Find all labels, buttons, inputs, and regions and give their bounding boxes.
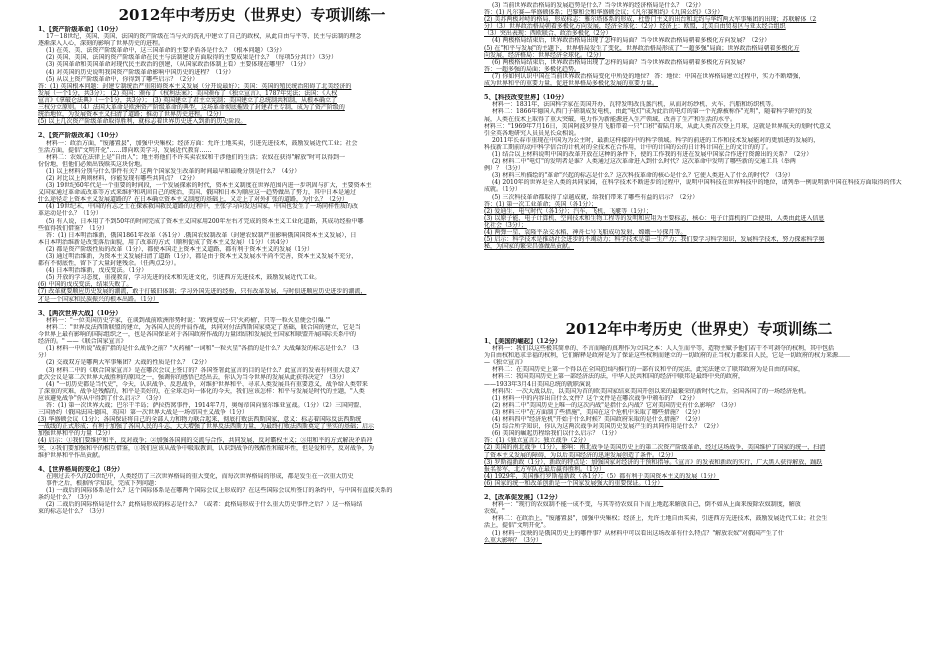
text-line: 都有不彻底性，留下了大量封建残余。（任两点2分）。	[38, 260, 180, 268]
answer-line: 答：一超多强的局面；多极化趋势。	[484, 65, 581, 73]
text-line: (5) 三次科技革命都取得了卓越成就，给我们带来了哪些有益的启示？（2分）	[492, 193, 699, 201]
text-line: 成就。（1分）	[484, 186, 521, 194]
text-line: (1) 材料一中的内容出自什么文件？这个文件是在哪次战争中颁布的？（2分）	[492, 394, 699, 402]
text-line: 此次会议是第二次世界大战胜利的原因之一，强调你的感悟已经出去，你认为当今世界的发展从此获得决定？（3分）	[38, 373, 348, 381]
text-line: 材料二："世界反法西斯联盟的建立，为各国人民的并肩作战，共同对付法西斯国家奠定了基础，联合国的建立，它是当	[46, 323, 361, 331]
text-line: —《独立宣言》	[484, 359, 527, 367]
answer-line: 报名参军，北方军队在最后赢得胜利。（1分）	[484, 465, 605, 473]
text-line: (2) 材料二中"美国历史上唯一的这次内战"是指什么内战？它对美国历史有什么影响？（3分）	[492, 401, 740, 409]
section-title-2: 2012年中考历史（世界史）专项训练二	[565, 320, 833, 338]
section-heading: 2、【改革促发展】（12分）	[484, 494, 562, 502]
text-line	[38, 303, 466, 310]
left-column	[38, 0, 466, 658]
text-line: (4) 对英国的历史说明我国资产阶级革命影响中国历史的进程？（1分）	[46, 68, 235, 76]
answer-line: 三权分立原则。（4）法国大革命是欧洲资产阶级革命的典型，这场革命彻底摧毁了封建君主专制，成为了资产阶级的	[38, 104, 345, 112]
text-line: 束的标志是什么？（3分）	[38, 508, 108, 516]
answer-line: 成为世界和平的重要力量，促进世界格局多极化发展的重要力量。	[484, 80, 659, 88]
answer-line: (4) 启示：①我们要维护和平，反对战争；②加强各国间的交流与合作，共同发展，反对霸权主义；③用和平的方式解决矛盾冲	[38, 437, 373, 445]
answer-line: 答：(1) 凡尔赛—华盛顿体系；巴黎和会和华盛顿会议；《凡尔赛和约》《九国公约》（3分）	[484, 9, 724, 17]
text-line: (6) 美国的崛起历程给我们以什么启示？（1分）	[492, 430, 621, 438]
text-line: (4) 材料四中"经济危机"开始于什么时候？美国政府采取的是什么措施？（2分）	[492, 416, 704, 424]
answer-line: 么重大影响？（3分）	[484, 536, 542, 544]
answer-line: (4) 1929年，美国推行罗斯福新政（各1分）；（5）都有利于美国资本主义的发展（1分）	[484, 472, 720, 480]
answer-line: (5) 在"和平与发展"的主题下，世界格局发生了变化，世界政治格局形成了"一超多强"局面；世界政治格局朝着多极化方	[484, 44, 800, 52]
text-line: 材料一：我们以这些极其简单的、不言而喻的真理作为立国之本：人人生而平等，造物主赋予他们若干不可剥夺的权利，其中包括	[492, 345, 835, 353]
text-line: 分）	[38, 352, 51, 360]
text-line: 了深重的灾难，战争是残酷的，和平是美好的，在全球走向一体化的今天，我们应该怎样：和平与发展是时代的主题，"人类	[38, 387, 365, 395]
answer-line: 秘，为国家的繁荣昌盛做出贡献。	[484, 243, 575, 251]
text-line: (3) 材料三中"在方面制了些措施"，美国在这个危机中采取了哪些措施？（2分）	[492, 408, 704, 416]
answer-line: (6) 中国的戊戌变法，结果失败了。	[38, 281, 133, 289]
answer-line: 一战线的正式形成；有利于加强了各国人民的斗志，大大增强了世界反法西斯力量，为最终打败法西斯奠定了坚实的基础；启示	[38, 423, 375, 431]
section-heading: 1、【美国的崛起】（12分）	[484, 338, 562, 345]
answer-line: 答：(1) 英国根本问题：封建专制统治严重阻碍资本主义发展（分开说最好）；美国：英国的殖民统治阻碍了北美经济的	[38, 82, 352, 90]
text-line: (4) 两极格局结束后，世界政治格局出现了怎样的局面？当今世界政治格局朝着多极化方向发展？（2分）	[492, 37, 771, 45]
text-line: (6) 两极格局结束后，世界政治格局出现了怎样的局面？当今世界政治格局朝着多极化方向发展？	[492, 58, 749, 66]
text-line: (2) 交战双方是哪两大军事集团？大战的性质是什么？（2分）	[46, 359, 211, 367]
text-line: (2) 对比以上两则材料，你能发现有哪些共同点？（2分）	[46, 174, 199, 182]
text-line: (1) 材料一反映的是俄国历史上的哪件事？从材料中可以看出这场改革有什么特点？"解放农奴"对俄国产生了什	[492, 529, 784, 537]
text-line: (3) 通过明治维新，为资本主义发展扫清了道路（1分），都是由于资本主义发展水平尚不完善，资本主义发展不充分，	[46, 253, 358, 260]
answer-line: （3）突出表现：西欧联合、政治多极化（2分）	[484, 30, 612, 38]
right-text-block-top	[484, 2, 914, 250]
text-line: 材料三：我国美国历史上第一部经济法的法，中华人民共和国的经济中联邦是最终中央的政府，	[492, 373, 745, 381]
text-line: (2) 英国、美国、法国的资产阶级革命在民主与法制建设方面取得的主要成果是什么？（每项5分共计）（3分）	[46, 54, 338, 62]
text-line: 农奴。"	[484, 508, 505, 516]
answer-line: 向发展，经济格局：世界经济全球化。（2分）	[484, 51, 605, 59]
text-line: (3) 19世纪60年代是一个重要的时间段，一个发展探索的时代，资本主义制度在世界范围内进一步巩固与扩大，主要资本主	[46, 182, 372, 190]
text-line: 维护世界和平作出贡献。	[38, 451, 105, 459]
text-line: (1) 以上材料分别与什么事件有关？这两个国家发生改革的时间最早和最晚分别是什么？（4分）	[46, 167, 301, 175]
text-line: (4) 19世纪末，中国的有志之士在探索救国救民道路的过程中，主张学习向发达国家，中国也发生了一场同样性质的改	[46, 203, 359, 211]
text-line: (1) 材料一中所说"战前"指的是什么战争之前？"火药桶"一词和"一粒火星"各指的是什么？大战爆发的标志是什么？（3	[46, 345, 359, 353]
text-line: (1) 在英、美、法资产阶级革命中，这三国革命的主要矛盾各是什么？（根本问题）（3分）	[46, 47, 286, 55]
text-line: 逐渐深入人心，深刻的影响了世界历史的进程。	[38, 40, 165, 48]
text-line	[484, 87, 914, 94]
text-line	[38, 125, 466, 132]
text-line: 材料二：在政治上，"废藩置县"，加强中央集权；经济上，允许土地自由买卖，引进西方先进技术，鼓励发展近代工业；社会生	[492, 515, 828, 523]
text-line: 材料一：1831年，法国科学家在美国开办，瓦特发明改良蒸汽机，从而对纺纱机、火车、汽船和纺织机等。	[492, 101, 778, 109]
text-line: (2) 材料二中"电灯"的发明者是谁？人类通过这次革命进入到什么时代？这次革命中发明了哪些新的交通工具（举两	[492, 158, 796, 166]
text-line: (7) 你如何认识中国在当前世界政治格局变化中所处的地位？ 答：地位：中国在世界格局建立过程中，实力不断增强，	[492, 72, 805, 80]
answer-line: 分）（3）世界政治格局朝着多极化方向发展，经济全球化：（2分）经济上：欧盟，北美自由贸易区与亚太经合组织	[484, 23, 786, 31]
right-text-block-bottom	[484, 338, 914, 544]
text-line: (3) 英国革命和美国革命对现代民主政治的创建，（从国家政治体制上看）主要体现在哪里？（1分）	[46, 61, 310, 69]
right-column	[484, 0, 914, 658]
text-line: 经济的。" ——《联合国家宣言》	[38, 338, 127, 346]
text-line: 材料二：在美国历史上第一个得以在全国范围内推行的一部有议和平的宪法，此宪法建立了联邦政府为是自由的国家，	[492, 366, 805, 374]
section-heading: 4、【世界格局的变化】（8分）	[38, 465, 124, 473]
text-line: 义国家通过革命或改革等方式来维护和巩固自己的统治，美国、俄国和日本为顺应这一趋势做出了努力，其中日本是通过	[38, 189, 357, 197]
text-line: 生活方面，提倡"文明开化"……即向欧美学习，发展近代教育……	[38, 146, 212, 154]
text-line	[484, 487, 914, 494]
answer-line: (2) 美苏两极对峙的格局，形成标志：雅尔塔体系的形成，杜鲁门主义的出台和北约与华约两大军事集团的出现；苏联解体（2	[484, 16, 817, 24]
section-heading: 3、【两次世界大战】（10分）	[38, 309, 122, 317]
text-line: 材料三："1969年7月16日，美国阿波罗登月飞船带着一只"口积"着陆月球，从此人类首次登上月球，这就是世界航天的划时代意义	[484, 122, 832, 130]
text-line: (2) 二战后的国际格局是什么？此格局形成的标志是什么？（或者：此格局形成于什么重大历史事件之后？）这一格局结	[46, 501, 363, 509]
text-line: (5) 有人说，日本用了不到50年的时间完成了资本主义国家用200年左右才完成的资本主义工业化道路，其成功经验中哪	[46, 217, 364, 225]
text-line: (4) 2010年的世界是全人类的共同家园，在科学技术不断进步的过程中，说明中国科技在世界科技中的地位，请列举一例说明新中国在科技方面取得的伟大	[492, 179, 902, 187]
text-line: 三国协约（俄国法国:德国、英国）第一次世界大战是一场帝国主义战争（1分）	[38, 409, 248, 417]
text-line: 例）？（3分）	[484, 165, 524, 173]
answer-line: (5) 以上几次资产阶级革命取得胜利，就标志着世界历史进入到新的历史阶段。	[38, 118, 247, 126]
answer-line: 统治地位，为发展资本主义扫清了道路；推动了世界历史进程。（2分）	[38, 111, 225, 119]
answer-line: 才是一个国家和民族振兴的根本出路。（1分）	[38, 295, 159, 303]
text-line: 材料二：农奴在法律上是"自由人"；地主将他们不许买卖农奴和干涉他们的生活；农奴在获得"解放"时可以得到一	[46, 153, 346, 161]
answer-line: 什么途径走上资本主义发展道路的？在日本确立资本主义制度的基础上，又走上了对外扩张的道路，为什么？（2分）	[38, 196, 348, 204]
text-line: (5) 综合所学知识，你认为这两次战争对美国历史发展产生的共同作用是什么？（2分）	[492, 423, 723, 431]
text-line: 展，人类在技术上取得了重大突破，电力作为新能源进入生产领域，改善了生产和生活的水平。	[484, 115, 737, 123]
text-line: 答：(1) 日本明治维新，俄国1861年改革（各1分）.俄国农奴制改革（封建农奴制严重影响俄国国资本主义发展），日	[46, 231, 357, 239]
text-line: 革运动是什么？（1分）	[38, 210, 102, 218]
answer-line: (2) 爱迪生，电气时代（各1分）；汽车、飞机、飞艇等（1分）；	[484, 207, 653, 215]
text-line: 17－18世纪，英国、美国、法国的资产阶级在当与火的洗礼中建立了自己的政权，从此自由与平等、民主与法制的理念	[46, 33, 362, 41]
text-line: (4) "一切历史都是当代史"，今天，认识战争、反思战争，对维护世界和平、寻求人类发展具有重要意义，战争给人类带来	[46, 380, 368, 388]
answer-line: 宣言》《拿破仑法典》（一个1分，共3分）； (3) 英国建立了君主立宪制；美国建立了总统制共和制，从根本确立了	[38, 96, 337, 104]
text-line: 应该避免战争"你从中得到了什么启示？（3分）	[38, 394, 165, 402]
text-line: 事件之后，根据所学知识，完成下列问题：	[46, 480, 161, 487]
answer-line: (6) 国家的统一和改革创新是一个国家发展强大的重要保证。（1分）	[484, 479, 664, 487]
section-heading: 1、【资产阶级革命】（10分）	[38, 26, 122, 33]
text-line: 材料一：政治方面，"废藩置县"，加强中央集权；经济方面：允许土地买卖，引进先进技术，鼓励发展近代工业；社会	[46, 139, 358, 147]
page-title: 2012年中考历史（世界史）专项训练一	[118, 6, 386, 24]
text-line	[38, 459, 466, 466]
text-line: (2) 都是资产阶级性质的改革（1分），都使本国走上资本主义道路，都有利于资本主义的发展（1分）	[46, 245, 314, 253]
text-line: 材料一："一位美国历史学家，在谈到战前欧洲形势时说：'欧洲变成一只'火药桶'，只等一粒火星便会引爆.'"	[46, 316, 331, 324]
text-line: (3) 材料三所描绘的"革命"兴起的标志是什么？这次科技革命的核心是什么？它使人类进入了什么的时代？（3分）	[492, 172, 794, 180]
text-line: 为自由权和追求幸福的权利，它们解释是政府是为了保证这些权利而建立的一切政府的正当权力都来自人民，它是一切政府的权力来源……	[484, 352, 851, 360]
text-line: 今世界上最有影响的国际组织之一，也是各国保证对于各国政府作战的力量团结和发展民主国家和联盟开展国际关系中的	[38, 331, 357, 339]
answer-line: 答：(1)《独立宣言》；独立战争（2分）	[484, 437, 590, 445]
text-line: 材料四：一次大战以后，以美国为首的欧美国家结束美国开创以来的最繁荣的新时代之后，全国各国了的一场经济危机。	[492, 387, 811, 395]
section-heading: 2、【资产阶级改革】（10分）	[38, 132, 122, 140]
text-line: 科技新工期前的动中科学信合的计机对的全技术在合作用，计中的计国的公的日计科计国在上的文计的的了。	[484, 143, 773, 151]
text-line: 加强世界和平的力量（2分）	[38, 430, 114, 438]
answer-line: (2) 美国的南北战争（1分），影响：南北战争是美国历史上的第二次资产阶级革命，经过这场战争，美国维护了国家的统一，扫清	[484, 444, 826, 452]
text-line: 些值得我们借鉴？（1分）	[38, 224, 108, 232]
answer-line: (3) 罗斯福新政（1分），新政的特点是：加强国家对经济的干预和指导。《宣言》的发表和新政的实行，广大黑人获得解放，踊跃	[484, 458, 823, 466]
text-line: 条约是什么？（3分）	[38, 494, 96, 502]
answer-line: 了资本主义发展的障碍，为以后美国经济的迅速发展创造了条件。（2分）	[484, 451, 677, 459]
text-line: 答：(1) 第一次世界大战；巴尔干半岛；萨拉热窝事件，1914年7月，奥匈帝国向塞尔维亚宣战。（1分）（2）三国同盟、	[46, 401, 366, 409]
text-line: (5) 开放的学习态度，重视教育，学习先进的技术和先进文化，引进西方先进技术，鼓励发展近代工业。	[46, 274, 321, 282]
text-line: 本日本明治维新是改变落后面貌，用了改革的方式（顺利促成了资本主义发展）（1分）（共4分）	[38, 238, 292, 246]
section-heading: 5、【科技改变世界】（10分）	[484, 94, 568, 102]
text-line: 2011年长春市重现在中国为为公主时，最新这样接的中的科学领域。科学的前进的工作和技术发展能对的更加进的发展的，	[492, 136, 820, 144]
answer-line: 答：(1) 第一次工业革命；英国（各1分）；	[484, 200, 598, 208]
answer-line: (4) 两弹一星、袁隆平杂交水稻、神舟七号飞船成功发射、嫦娥一号探月等。	[484, 229, 687, 236]
text-line: ——1933年3月4日美国总统的就职演说	[484, 380, 591, 388]
text-line: (3) 材料二中的《联合国家宣言》是在哪次会议上签订的？各国签署此宣言的目的是什么？此宣言的发表有何重大意义？	[46, 366, 363, 374]
text-line: 活上，提倡"文明开化"。	[484, 522, 550, 530]
text-line: 份份地，但他们必须出钱赎买这块份地。	[38, 160, 147, 168]
text-line: 在刚过去不久的20世纪中，人类经历了三次世界格局的重大变化，而每次世界格局的形成，都是发生在一次重大历史	[46, 472, 354, 480]
answer-line: 化社会（3分）；	[484, 221, 527, 229]
text-line: (5) 从以上资产阶级革命中，你得到了哪些启示？（2分）	[46, 75, 199, 83]
answer-line: 发展（一个1分，共3分）； (2) 英国：颁布了《权利法案》；美国颁布了《独立宣言》、1787年宪法；法国：《人权	[38, 89, 338, 97]
left-text-block	[38, 26, 466, 515]
answer-line: (3) 以原子能、电子计算机、空间技术和生物工程等的发明和应用为主要标志，核心：电子计算机的广泛使用，人类由此进入信息	[484, 214, 825, 222]
text-line: 材料二：1866年德国人西门子研制成发电机，由此"电灯"成为此后的电灯的第一个光源被称作"光明"，随着科学研究的发	[492, 108, 813, 116]
text-line: (1) 一战后的国际体系是什么？这个国际体系是在哪两个国际会议上形成的？在这些国际会议所签订的条约中，与中国有直接关系的	[46, 487, 393, 495]
text-line: 引全英各地研究人员员见长众相说。	[484, 129, 581, 137]
answer-line: (3) 华盛顿会议（1分）；各国保证将自己的全部人力和物力联合起来，彻底打败法西斯国家，意义：标志着国际反法西斯统	[38, 416, 362, 424]
answer-line: (7) 改革就要顺应历史发展的潮流，敢于打破旧体制；学习外国先进的经验，只有改革发展，与时俱进顺应历史进步的潮流，	[38, 288, 367, 296]
text-line: 突，②我们要加强和平的相互借鉴，①我们应该从战争中吸取教训，认识到战争的残酷性和破坏性，但是爱和平，反对战争，为	[38, 444, 375, 452]
text-line: (1) 结合以上材料说明中国的改革开放在这种的条件下，使的工作我的有进在发展中国家合作进行资源出的关系？（2分）	[492, 150, 813, 158]
text-line: (4) 日本明治维新，戊戌变法。（1分）	[46, 267, 148, 275]
text-line: (3) 当前世界政治格局的发展趋势是什么？当今世界的经济格局是什么？（2分）	[492, 2, 705, 9]
answer-line: (5) 启示：科学技术是推动社会进步的不竭动力；科学技术是第一生产力；我们要学习科学知识，发展科学技术，努力探索科学奥	[484, 236, 825, 244]
text-line: 材料一："现行的农奴制不能一成不变，与其等待农奴自下而上地起来解放自己，倒不如从上面来废除农奴制度，解放	[492, 501, 801, 509]
